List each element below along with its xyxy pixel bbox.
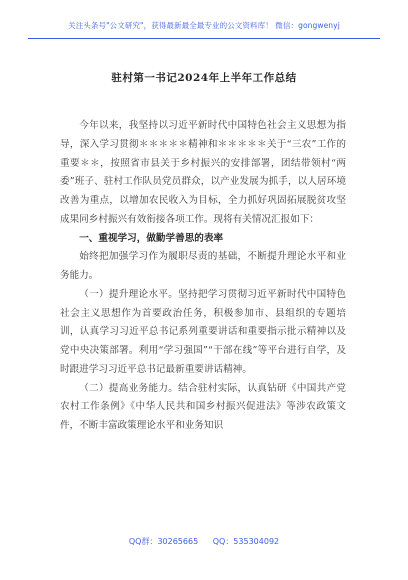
intro-paragraph: 今年以来，我坚持以习近平新时代中国特色社会主义思想为指导，深入学习贯彻＊＊＊＊＊精神和＊＊＊＊＊关于“三农”工作的重要＊＊，按照省市县关于乡村振兴的安排部署，团结带领村“两委”班子、驻村工作队员党员群众，以产业发展为抓手，以人居环境改善为重点，以增加农民收入为目标，全力抓好巩固拓展脱贫攻坚成果同乡村振兴有效衔接各项工作。现将有关情况汇报如下： <box>60 120 346 225</box>
header-promo-text: 关注头条号"公文研究"，获得最新最全最专业的公文资料库！ 微信：gongwenyj <box>68 21 340 30</box>
header-divider <box>28 38 380 39</box>
document-title: 驻村第一书记2024年上半年工作总结 <box>111 72 297 84</box>
section-intro-paragraph: 始终把加强学习作为履职尽责的基础，不断提升理论水平和业务能力。 <box>60 251 346 281</box>
footer-qq-group: QQ群：30265665 <box>128 537 199 546</box>
document-body <box>60 117 346 436</box>
footer-contact <box>0 536 408 547</box>
footer-qq: QQ：535304092 <box>212 537 280 546</box>
subsection-paragraph-2: （二）提高业务能力。结合驻村实际，认真钻研《中国共产党农村工作条例》《中华人民共和国乡村振兴促进法》等涉农政策文件，不断丰富政策理论水平和业务知识 <box>60 382 346 431</box>
subsection-paragraph-1: （一）提升理论水平。坚持把学习贯彻习近平新时代中国特色社会主义思想作为首要政治任务，积极参加市、县组织的专题培训，认真学习习近平总书记系列重要讲话和重要指示批示精神以及党中央决策部署。利用“学习强国”“干部在线”等平台进行自学，及时跟进学习习近平总书记最新重要讲话精神。 <box>60 288 346 375</box>
section-heading: 一、重视学习，做勤学善思的表率 <box>79 232 224 244</box>
